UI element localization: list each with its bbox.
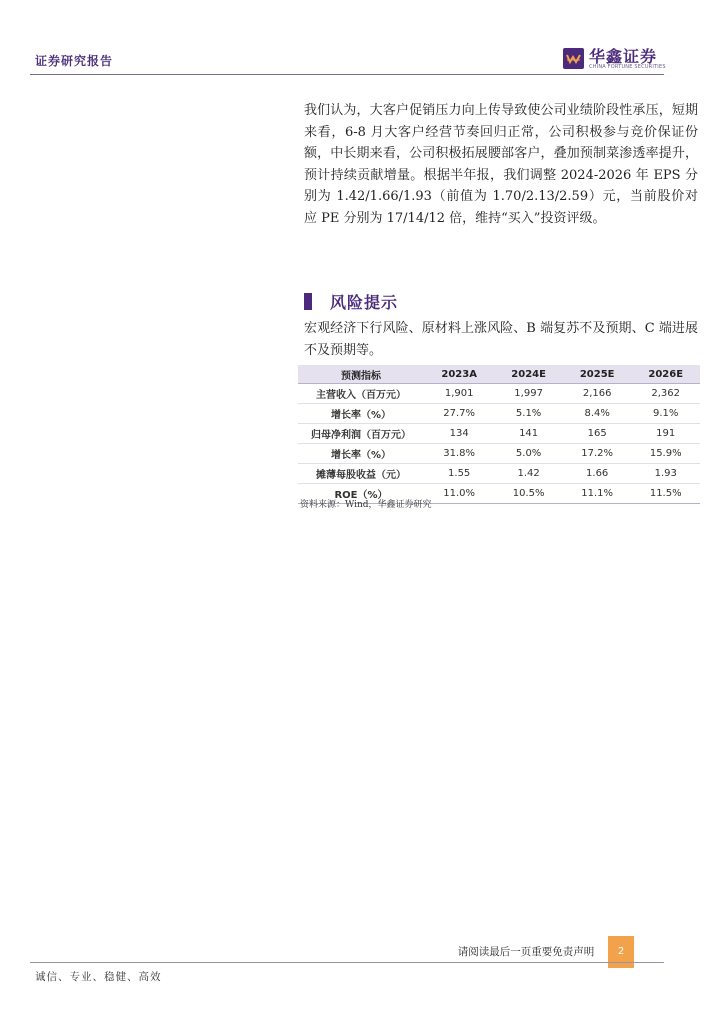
table-header-cell: 2024E xyxy=(494,365,563,384)
row-label: 摊薄每股收益（元） xyxy=(298,464,424,484)
header-divider xyxy=(30,74,664,75)
disclaimer-link[interactable]: 请阅读最后一页重要免责声明 xyxy=(457,946,595,958)
investment-view-paragraph: 我们认为，大客户促销压力向上传导致使公司业绩阶段性承压，短期来看，6-8 月大客户经营节奏回归正常，公司积极参与竞价保证份额，中长期来看，公司积极拓展腰部客户，叠加预制菜渗透率提升，预计持续贡献增量。根据半年报，我们调整 2024-2026 年 EPS 分别为 1.42/1.66/1.93（前值为 1.70/2.13/2.59）元，当前股价对应 PE 分别为 17/14/12 倍，维持“买入”投资评级。 xyxy=(304,103,698,226)
table-cell: 31.8% xyxy=(424,444,494,464)
company-logo-icon xyxy=(563,48,584,69)
table-cell: 1.42 xyxy=(494,464,563,484)
table-cell: 1.93 xyxy=(631,464,700,484)
row-label: 增长率（%） xyxy=(298,404,424,424)
report-type-label: 证券研究报告 xyxy=(35,54,114,68)
table-cell: 5.1% xyxy=(494,404,563,424)
footer-divider xyxy=(30,962,664,963)
table-cell: 1.66 xyxy=(563,464,632,484)
table-row xyxy=(298,464,700,484)
table-cell: 141 xyxy=(494,424,563,444)
table-cell: 1.55 xyxy=(424,464,494,484)
table-cell: 8.4% xyxy=(563,404,632,424)
row-label: ROE（%） xyxy=(298,484,424,504)
table-header-cell: 2025E xyxy=(563,365,632,384)
row-label: 归母净利润（百万元） xyxy=(298,424,424,444)
row-label: 主营收入（百万元） xyxy=(298,384,424,404)
section-marker xyxy=(304,293,312,310)
table-cell: 10.5% xyxy=(494,484,563,504)
table-header-cell: 2026E xyxy=(631,365,700,384)
table-header-cell: 2023A xyxy=(424,365,494,384)
risk-section-title: 风险提示 xyxy=(330,293,399,312)
table-cell: 134 xyxy=(424,424,494,444)
table-cell: 27.7% xyxy=(424,404,494,424)
table-cell: 17.2% xyxy=(563,444,632,464)
table-header-row xyxy=(298,365,700,384)
table-cell: 1,901 xyxy=(424,384,494,404)
table-cell: 15.9% xyxy=(631,444,700,464)
table-cell: 5.0% xyxy=(494,444,563,464)
page-number: 2 xyxy=(608,936,634,968)
table-cell: 2,362 xyxy=(631,384,700,404)
table-cell: 11.5% xyxy=(631,484,700,504)
table-row xyxy=(298,444,700,464)
table-source-note: 资料来源：Wind，华鑫证券研究 xyxy=(300,500,432,510)
footer-motto: 诚信、专业、稳健、高效 xyxy=(35,971,162,983)
table-cell: 11.0% xyxy=(424,484,494,504)
table-row xyxy=(298,404,700,424)
table-cell: 165 xyxy=(563,424,632,444)
table-cell: 9.1% xyxy=(631,404,700,424)
table-cell: 1,997 xyxy=(494,384,563,404)
company-name-en: CHINA FORTUNE SECURITIES xyxy=(589,64,666,70)
forecast-table xyxy=(298,365,700,504)
risk-paragraph: 宏观经济下行风险、原材料上涨风险、B 端复苏不及预期、C 端进展不及预期等。 xyxy=(304,321,698,358)
table-row xyxy=(298,424,700,444)
table-cell: 2,166 xyxy=(563,384,632,404)
table-row xyxy=(298,384,700,404)
row-label: 增长率（%） xyxy=(298,444,424,464)
company-name-cn: 华鑫证券 xyxy=(589,47,658,66)
table-cell: 11.1% xyxy=(563,484,632,504)
table-header-cell: 预测指标 xyxy=(298,365,424,384)
table-cell: 191 xyxy=(631,424,700,444)
